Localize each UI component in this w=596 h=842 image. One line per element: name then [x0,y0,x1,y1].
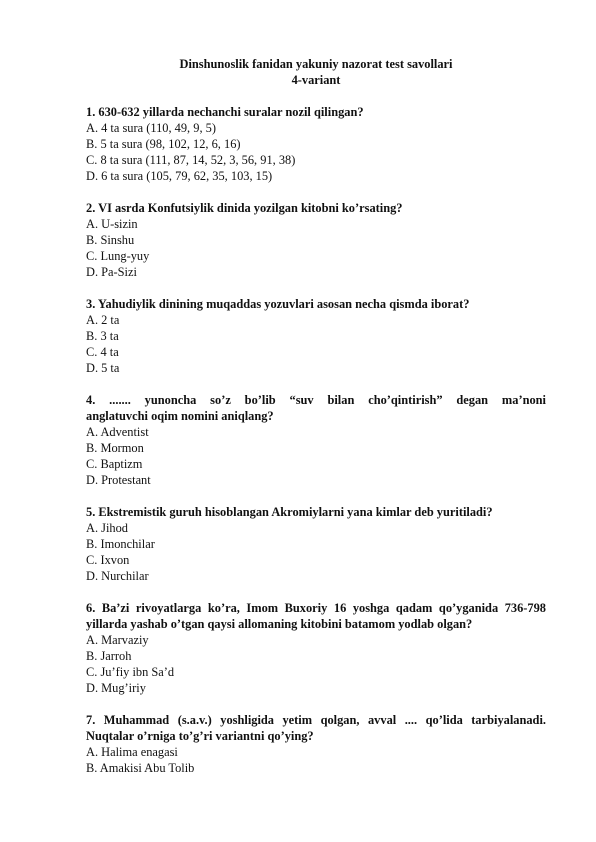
option-d: D. Nurchilar [86,569,149,583]
option-a: A. Adventist [86,425,149,439]
question-text: 7. Muhammad (s.a.v.) yoshligida yetim qolgan, avval .... qo’lida tarbiyalanadi. Nuqtalar o’rniga to’g’ri variantni qo’ying? [86,713,546,743]
option-c: C. Lung-yuy [86,249,150,263]
option-c: C. Ju’fiy ibn Sa’d [86,665,175,679]
question-text: 2. VI asrda Konfutsiylik dinida yozilgan kitobni ko’rsating? [86,201,403,215]
option-c: C. 8 ta sura (111, 87, 14, 52, 3, 56, 91, 38) [86,153,296,167]
question-text: 5. Ekstremistik guruh hisoblangan Akromiylarni yana kimlar deb yuritiladi? [86,505,493,519]
document-title: Dinshunoslik fanidan yakuniy nazorat test savollari [179,57,453,71]
option-b: B. 3 ta [86,329,119,343]
option-c: C. Baptizm [86,457,143,471]
question-text: 3. Yahudiylik dinining muqaddas yozuvlari asosan necha qismda iborat? [86,297,470,311]
option-d: D. Mug’iriy [86,681,146,695]
option-b: B. Imonchilar [86,537,155,551]
option-d: D. Pa-Sizi [86,265,137,279]
question-text: 6. Ba’zi rivoyatlarga ko’ra, Imom Buxoriy 16 yoshga qadam qo’yganida 736-798 yillarda yashab o’tgan qaysi allomaning kitobini batamom yodlab olgan? [86,601,546,631]
question-6 [86,600,546,696]
option-a: A. Halima enagasi [86,745,178,759]
option-a: A. 2 ta [86,313,120,327]
option-b: B. Amakisi Abu Tolib [86,761,195,775]
option-a: A. U-sizin [86,217,138,231]
option-c: C. Ixvon [86,553,130,567]
question-text-line-1: 4. ....... yunoncha so’z bo’lib “suv bilan cho’qintirish” degan ma’noni [86,393,546,407]
question-text: 1. 630-632 yillarda nechanchi suralar nozil qilingan? [86,105,364,119]
question-5 [86,504,546,584]
option-b: B. Sinshu [86,233,135,247]
option-a: A. Marvaziy [86,633,149,647]
question-7 [86,712,546,776]
option-b: B. 5 ta sura (98, 102, 12, 6, 16) [86,137,241,151]
question-text [86,392,546,424]
document-header [86,56,546,88]
option-c: C. 4 ta [86,345,119,359]
option-d: D. 5 ta [86,361,120,375]
question-4 [86,392,546,488]
question-2 [86,200,546,280]
option-d: D. Protestant [86,473,151,487]
option-b: B. Jarroh [86,649,132,663]
option-b: B. Mormon [86,441,144,455]
question-text-line-2: anglatuvchi oqim nomini aniqlang? [86,409,274,423]
option-d: D. 6 ta sura (105, 79, 62, 35, 103, 15) [86,169,273,183]
question-1 [86,104,546,184]
question-3 [86,296,546,376]
option-a: A. Jihod [86,521,128,535]
document-variant: 4-variant [291,73,341,87]
option-a: A. 4 ta sura (110, 49, 9, 5) [86,121,216,135]
